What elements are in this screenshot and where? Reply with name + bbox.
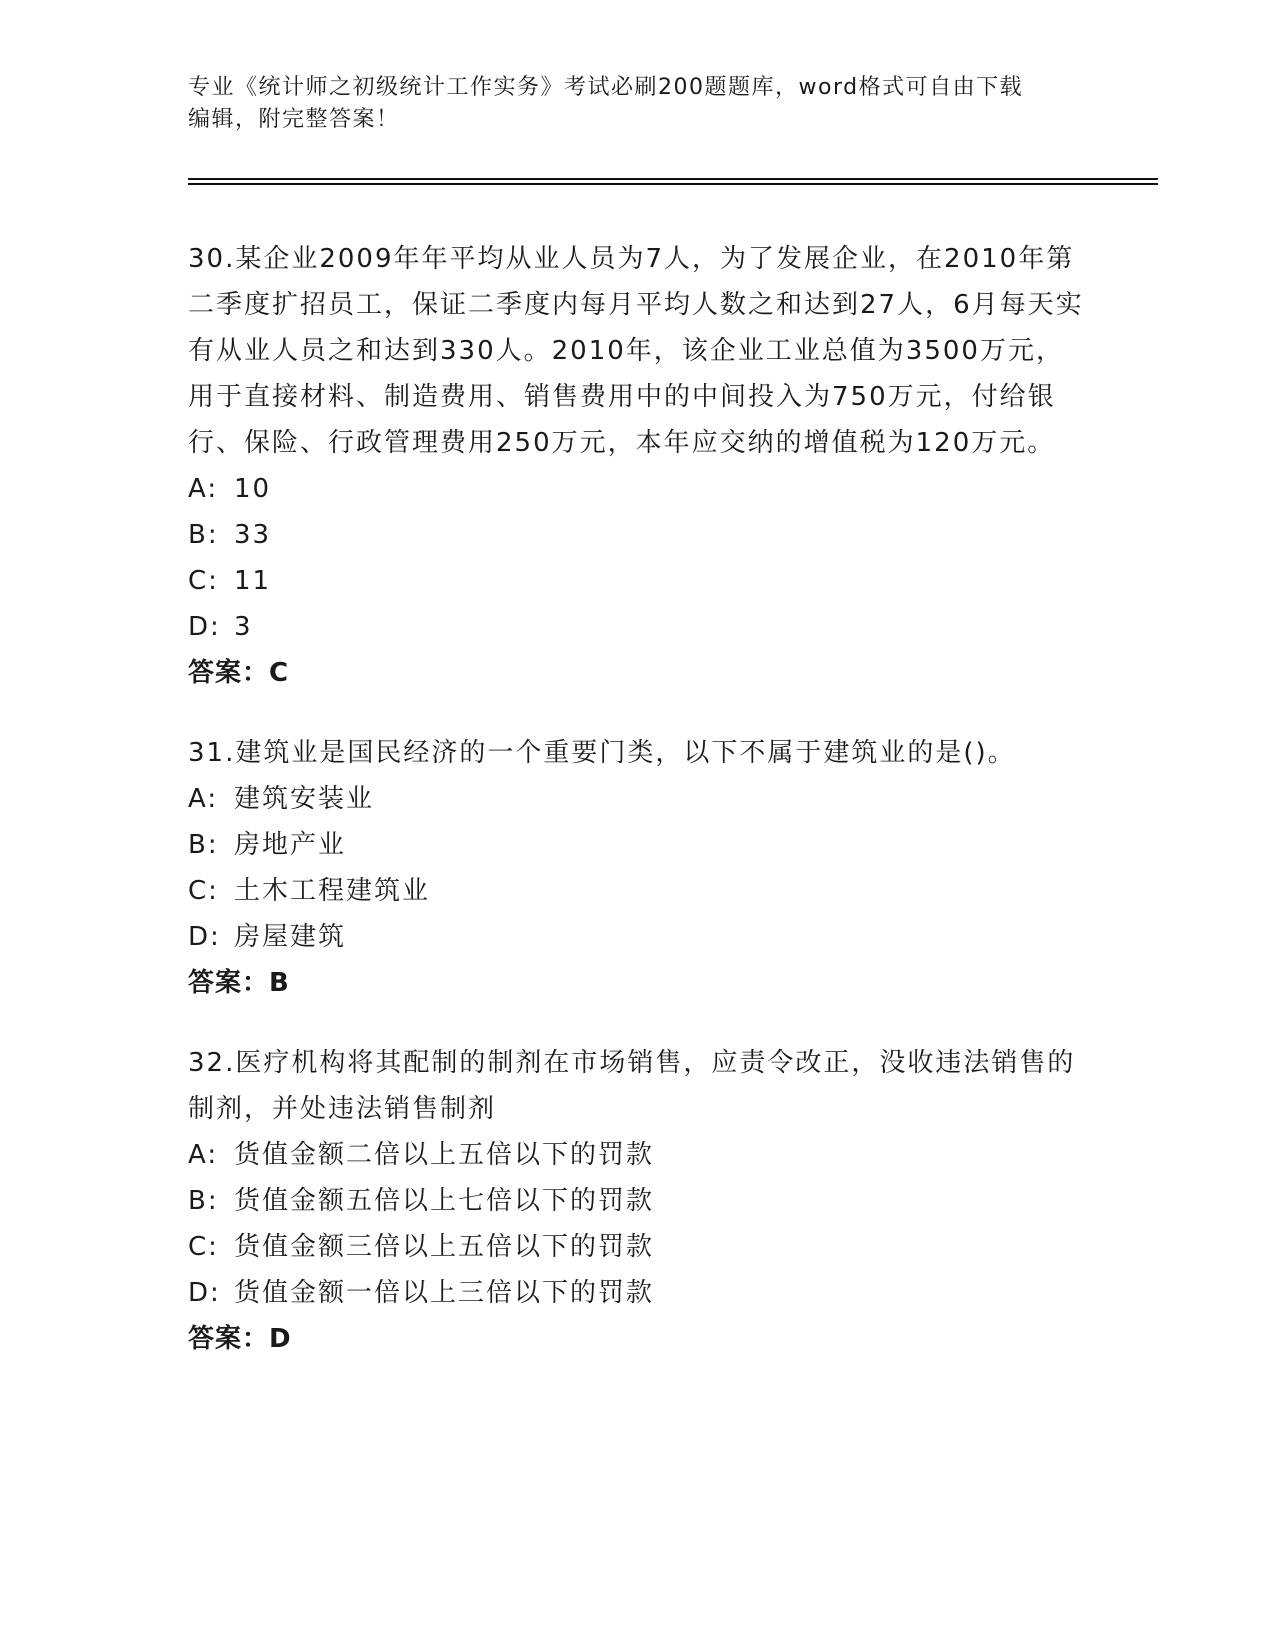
question-32 [188, 1040, 1088, 1362]
option-text: 10 [234, 474, 272, 504]
header-line-1: 专业《统计师之初级统计工作实务》考试必刷200题题库，word格式可自由下载 [188, 75, 1024, 100]
option-a [188, 466, 1088, 512]
option-a [188, 1132, 1088, 1178]
option-d [188, 604, 1088, 650]
header-line-2: 编辑，附完整答案！ [188, 107, 400, 132]
option-letter: A: [188, 474, 219, 504]
option-letter: C: [188, 566, 219, 596]
option-letter: B: [188, 520, 219, 550]
question-stem: 32.医疗机构将其配制的制剂在市场销售，应责令改正，没收违法销售的制剂，并处违法销售制剂 [188, 1048, 1076, 1124]
option-b [188, 1178, 1088, 1224]
question-30 [188, 236, 1088, 696]
option-letter: D: [188, 612, 221, 642]
option-letter: B: [188, 1186, 219, 1216]
option-text: 11 [234, 566, 272, 596]
question-31 [188, 730, 1088, 1006]
option-text: 货值金额五倍以上七倍以下的罚款 [234, 1186, 655, 1216]
option-letter: C: [188, 876, 219, 906]
answer-line: 答案：B [188, 968, 290, 998]
option-letter: D: [188, 1278, 221, 1308]
question-list [188, 236, 1088, 1396]
option-d [188, 914, 1088, 960]
option-letter: C: [188, 1232, 219, 1262]
option-d [188, 1270, 1088, 1316]
question-stem: 31.建筑业是国民经济的一个重要门类，以下不属于建筑业的是()。 [188, 738, 1016, 768]
option-letter: A: [188, 784, 219, 814]
question-stem: 30.某企业2009年年平均从业人员为7人，为了发展企业，在2010年第二季度扩招员工，保证二季度内每月平均人数之和达到27人，6月每天实有从业人员之和达到330人。2010年，该企业工业总值为3500万元，用于直接材料、制造费用、销售费用中的中间投入为750万元，付给银行、保险、行政管理费用250万元，本年应交纳的增值税为120万元。 [188, 244, 1084, 458]
option-text: 房屋建筑 [234, 922, 347, 952]
option-text: 建筑安装业 [234, 784, 375, 814]
document-header [188, 72, 1088, 136]
option-text: 房地产业 [234, 830, 347, 860]
option-c [188, 558, 1088, 604]
option-c [188, 1224, 1088, 1270]
option-letter: A: [188, 1140, 219, 1170]
option-b [188, 512, 1088, 558]
option-text: 33 [234, 520, 272, 550]
option-text: 货值金额一倍以上三倍以下的罚款 [234, 1278, 655, 1308]
option-text: 货值金额二倍以上五倍以下的罚款 [234, 1140, 655, 1170]
header-divider-secondary [188, 183, 1158, 185]
option-text: 土木工程建筑业 [234, 876, 431, 906]
option-b [188, 822, 1088, 868]
answer-line: 答案：C [188, 658, 290, 688]
option-text: 货值金额三倍以上五倍以下的罚款 [234, 1232, 655, 1262]
option-letter: B: [188, 830, 219, 860]
header-divider [188, 178, 1158, 180]
option-c [188, 868, 1088, 914]
option-text: 3 [234, 612, 253, 642]
option-letter: D: [188, 922, 221, 952]
option-a [188, 776, 1088, 822]
answer-line: 答案：D [188, 1324, 292, 1354]
